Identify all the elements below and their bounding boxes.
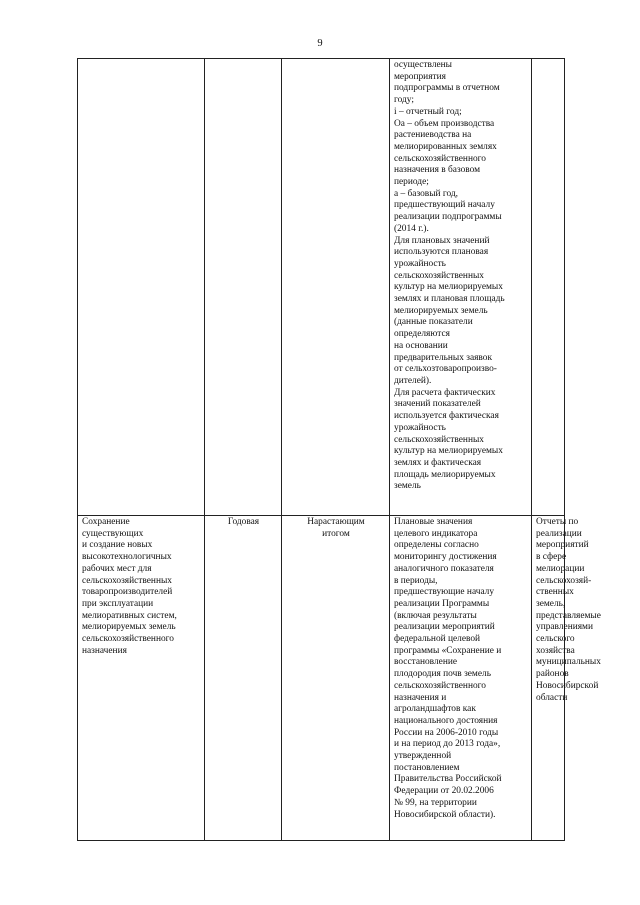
cell-text-line: Плановые значения (394, 517, 473, 527)
cell-text-line: рабочих мест для (82, 563, 152, 574)
cell-text-line: целевого индикатора (394, 528, 478, 539)
cell-text-line: земель, (536, 598, 566, 609)
cell-text-line: сельскохозяйственных (394, 270, 484, 281)
cell-text-line: мелиорации (536, 563, 585, 574)
cell-text-line: а – базовый год, (394, 188, 459, 199)
cell-text-line: периоде; (394, 177, 429, 188)
cell-text-line: аналогичного показателя (394, 563, 494, 574)
cell-text-line: году; (394, 95, 414, 106)
cell-text-line: Нарастающим (307, 517, 365, 527)
cell-text-line: Годовая (227, 517, 260, 527)
cell-text-line: сельскохозяйственного (394, 153, 486, 164)
cell-text-line: мелиорированных землях (394, 141, 497, 152)
cell-text-line: значений показателей (394, 399, 481, 410)
cell-text-line: реализации (536, 528, 582, 539)
cell-text-line: и создание новых (82, 540, 153, 551)
cell-text-line: итогом (322, 528, 350, 539)
cell-text-line: назначения (82, 645, 127, 656)
cell-text-line: Оа – объем производства (394, 118, 495, 129)
cell-text-line: Для расчета фактических (394, 387, 496, 398)
cell-text-line: i – отчетный год; (394, 106, 462, 117)
cell-text-line: Для плановых значений (394, 235, 490, 246)
cell-text-line: № 99, на территории (394, 797, 477, 808)
cell-text-line: высокотехнологичных (82, 552, 172, 563)
cell-text-line: районов (536, 669, 569, 680)
cell-text-line: культур на мелиорируемых (394, 446, 503, 457)
cell-text-line: мелиоративных систем, (82, 610, 177, 621)
cell-text-line: сельскохозяйственного (394, 680, 486, 691)
cell-text-line: товаропроизводителей (82, 587, 173, 598)
cell-text-line: площадь мелиорируемых (394, 469, 496, 480)
cell-text-line: и на период до 2013 года», (394, 739, 501, 750)
cell-text-line: при эксплуатации (82, 598, 154, 609)
cell-text-line: определяются (394, 329, 450, 340)
cell-text-line: реализации Программы (394, 598, 490, 609)
cell-text-line: программы «Сохранение и (394, 645, 502, 656)
cell-text-line: сельскохозяйственных (82, 575, 172, 586)
cell-text-line: Отчеты по (536, 517, 579, 527)
cell-text-line: дителей). (394, 375, 432, 386)
cell-text-line: сельскохозяй- (536, 575, 592, 586)
cell-data-source (532, 516, 601, 841)
cell-text-line: осуществлены (394, 60, 452, 70)
cell-text-line: используется фактическая (394, 411, 499, 422)
table-row (78, 59, 565, 516)
cell-calculation-method (390, 516, 532, 841)
cell-indicator-name (78, 516, 205, 841)
cell-text-line: мониторингу достижения (394, 552, 497, 563)
cell-text-line: на основании (394, 340, 448, 351)
cell-text-line: мелиорируемых земель (82, 622, 176, 633)
cell-text-line: в сфере (536, 552, 567, 563)
cell-text-line: предшествующий началу (394, 200, 495, 211)
cell-text-line: от сельхозтоваропроизво- (394, 364, 497, 375)
page-number: 9 (317, 38, 323, 49)
cell-text-line: реализации мероприятий (394, 622, 495, 633)
indicator-table (77, 58, 601, 841)
cell-text-line: определены согласно (394, 540, 479, 551)
cell-periodicity (205, 59, 282, 516)
cell-text-line: Правительства Российской (394, 774, 502, 785)
cell-text-line: области (536, 692, 568, 703)
cell-text-line: подпрограммы в отчетном (394, 83, 500, 94)
cell-text-line: землях и плановая площадь (394, 294, 505, 305)
cell-text-line: сельского (536, 634, 575, 645)
cell-text-line: национального достояния (394, 715, 498, 726)
cell-periodicity (205, 516, 282, 841)
cell-text-line: предшествующие началу (394, 587, 495, 598)
cell-text-line: агроландшафтов как (394, 704, 476, 715)
cell-indicator-type (282, 516, 390, 841)
cell-text-line: растениеводства на (394, 130, 472, 141)
cell-text-line: мероприятий (536, 540, 589, 551)
cell-text-line: используются плановая (394, 247, 489, 258)
cell-text-line: муниципальных (536, 657, 601, 668)
cell-text-line: хозяйства (536, 645, 575, 656)
cell-text-line: восстановление (394, 657, 458, 668)
cell-text-line: управлениями (536, 622, 593, 633)
cell-text-line: землях и фактическая (394, 457, 482, 468)
cell-text-line: России на 2006-2010 годы (394, 727, 499, 738)
cell-text-line: существующих (82, 528, 144, 539)
cell-text-line: (2014 г.). (394, 223, 429, 234)
cell-text-line: предварительных заявок (394, 352, 493, 363)
cell-text-line: земель (394, 481, 421, 492)
cell-text-line: (данные показатели (394, 317, 473, 328)
table-row (78, 516, 565, 841)
cell-text-line: сельскохозяйственных (394, 434, 484, 445)
cell-text-line: Новосибирской (536, 680, 599, 691)
cell-text-line: урожайность (394, 422, 446, 433)
cell-text-line: (включая результаты (394, 610, 477, 621)
cell-text-line: представляемые (536, 610, 601, 621)
cell-text-line: постановлением (394, 762, 460, 773)
cell-text-line: ственных (536, 587, 574, 598)
cell-data-source (532, 59, 565, 516)
cell-text-line: урожайность (394, 258, 446, 269)
cell-text-line: Сохранение (82, 517, 130, 527)
cell-text-line: утвержденной (394, 751, 452, 762)
cell-text-line: сельскохозяйственного (82, 634, 174, 645)
cell-text-line: назначения и (394, 692, 447, 703)
cell-text-line: Новосибирской области). (394, 809, 496, 820)
cell-text-line: мероприятия (394, 71, 446, 82)
cell-indicator-type (282, 59, 390, 516)
cell-text-line: мелиорируемых земель (394, 305, 488, 316)
cell-text-line: плодородия почв земель (394, 669, 491, 680)
cell-text-line: Федерации от 20.02.2006 (394, 786, 494, 797)
cell-calculation-method (390, 59, 532, 516)
cell-text-line: культур на мелиорируемых (394, 282, 503, 293)
cell-text-line: назначения в базовом (394, 165, 481, 176)
cell-text-line: федеральной целевой (394, 634, 481, 645)
cell-text-line: реализации подпрограммы (394, 212, 502, 223)
cell-text-line: в периоды, (394, 575, 438, 586)
cell-indicator-name (78, 59, 205, 516)
